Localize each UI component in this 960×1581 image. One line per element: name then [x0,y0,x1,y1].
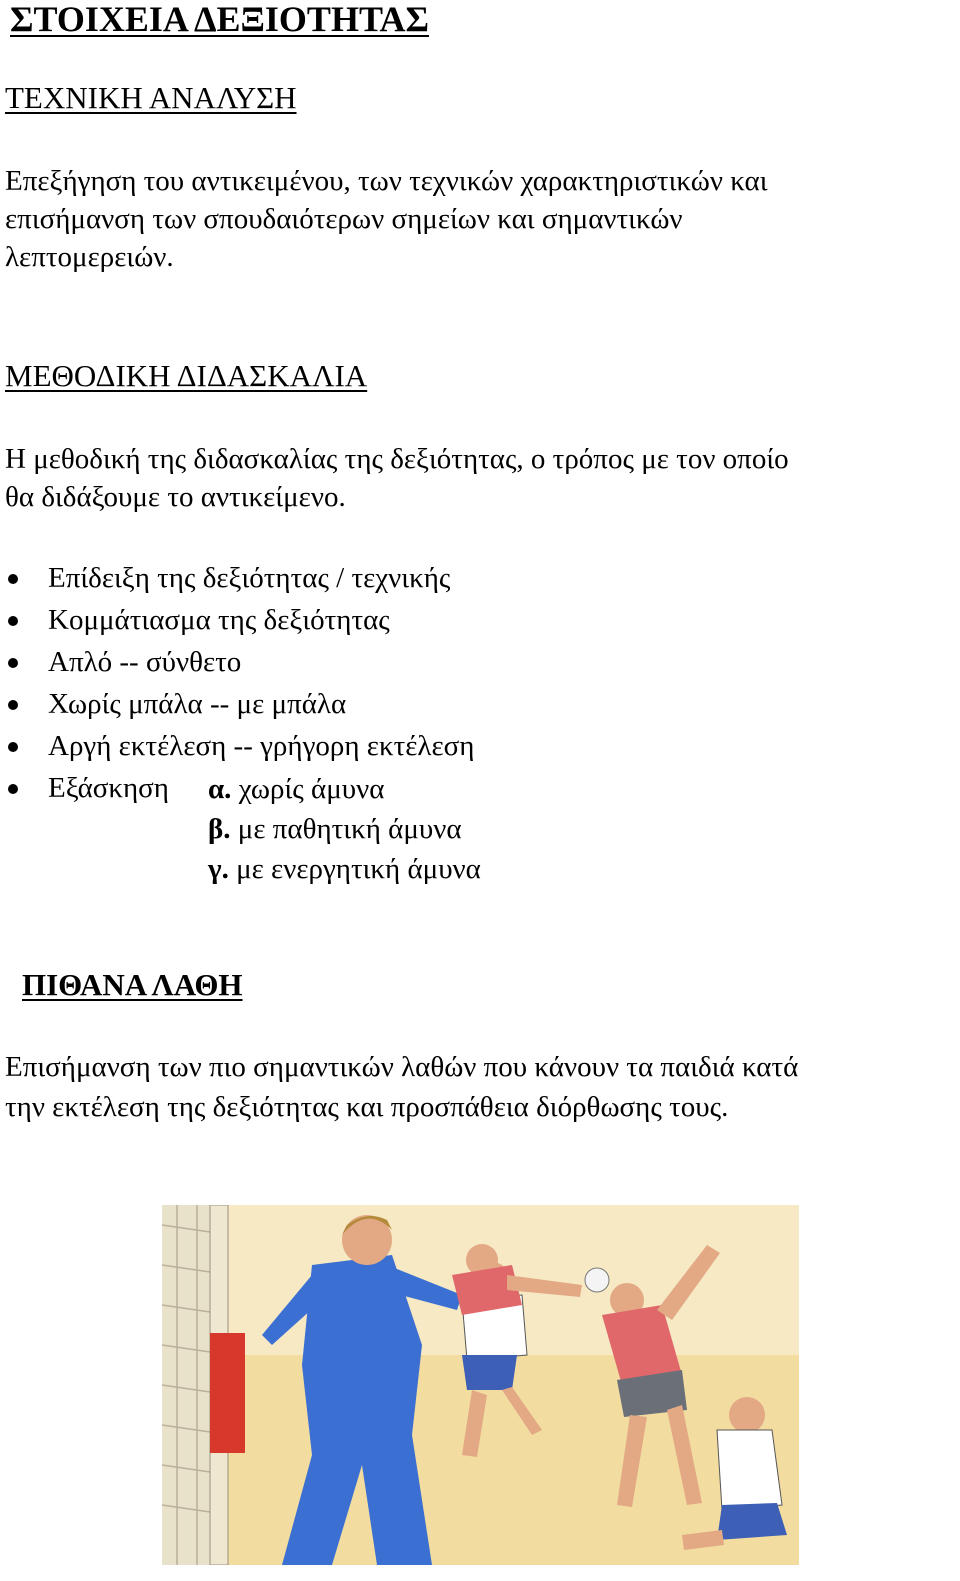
errors-text-line-1: Επισήμανση των πιο σημαντικών λαθών που κάνουν τα παιδιά κατά [5,1051,799,1083]
technical-text-line-1: Επεξήγηση του αντικειμένου, των τεχνικών χαρακτηριστικών και [5,165,768,197]
handball-illustration [162,1205,799,1565]
goal-net [162,1205,217,1565]
list-item: Απλό -- σύνθετο [8,641,708,683]
list-item: Αργή εκτέλεση -- γρήγορη εκτέλεση [8,725,708,767]
methodical-teaching-heading: ΜΕΘΟΔΙΚΗ ΔΙΔΑΣΚΑΛΙΑ [5,358,368,393]
technical-text-line-3: λεπτομερειών. [5,241,174,273]
method-text-line-2: θα διδάξουμε το αντικείμενο. [5,481,346,513]
method-text-line-1: Η μεθοδική της διδασκαλίας της δεξιότητας, ο τρόπος με τον οποίο [5,443,789,475]
errors-text-line-2: την εκτέλεση της δεξιότητας και προσπάθεια διόρθωσης τους. [5,1091,729,1123]
practice-item-a: α. χωρίς άμυνα [208,773,385,805]
page-title: ΣΤΟΙΧΕΙΑ ΔΕΞΙΟΤΗΤΑΣ [10,0,429,39]
handball-scene [162,1205,799,1565]
bullet-icon [8,658,18,668]
practice-item-b: β. με παθητική άμυνα [208,813,462,845]
possible-errors-heading: ΠΙΘΑΝΑ ΛΑΘΗ [22,967,243,1002]
list-item: Επίδειξη της δεξιότητας / τεχνικής [8,557,708,599]
technical-analysis-heading: ΤΕΧΝΙΚΗ ΑΝΑΛΥΣΗ [5,80,297,115]
bullet-icon [8,784,18,794]
practice-item-c: γ. με ενεργητική άμυνα [208,853,481,885]
goal-post-red-band [210,1333,245,1453]
bullet-icon [8,616,18,626]
bullet-icon [8,742,18,752]
list-item: Κομμάτιασμα της δεξιότητας [8,599,708,641]
ball-icon [585,1268,609,1292]
bullet-icon [8,700,18,710]
list-item: Εξάσκηση [8,767,708,809]
bullet-icon [8,574,18,584]
list-item: Χωρίς μπάλα -- με μπάλα [8,683,708,725]
technical-text-line-2: επισήμανση των σπουδαιότερων σημείων και σημαντικών [5,203,683,235]
